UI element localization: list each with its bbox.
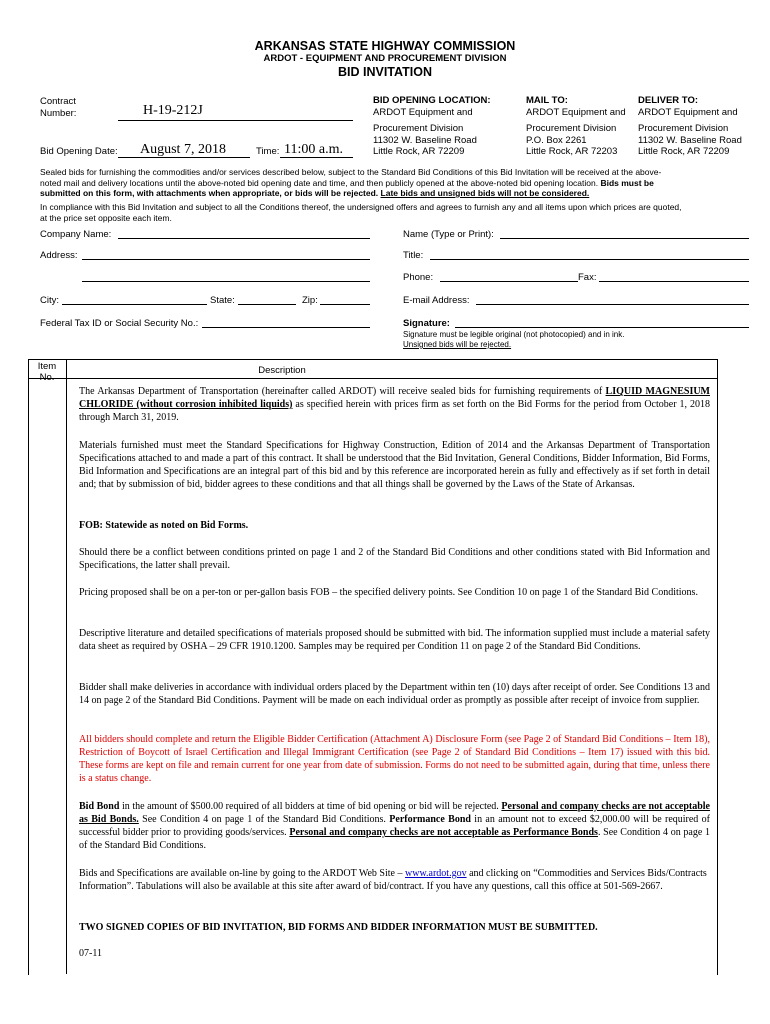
tax-id-field[interactable] [202, 327, 370, 328]
number-label: Number: [40, 108, 77, 119]
intro-text: as specified herein with prices firm as set forth on the Bid Forms for the period from October 1, 2018 through March 31, 2019. [79, 399, 710, 423]
phone-field[interactable] [440, 281, 578, 282]
notice-line: Sealed bids for furnishing the commodities and/or services described below, subject to the Standard Bid Conditions of this Bid Invitation will be received at the above- [40, 167, 662, 177]
contract-label: Contract [40, 96, 76, 107]
bond-text: in the amount of $500.00 required of all bidders at time of bid opening or bid will be rejected. [119, 801, 502, 812]
phone-label: Phone: [403, 272, 434, 283]
bid-date-line [118, 157, 250, 158]
intro-text: The Arkansas Department of Transportation (hereinafter called ARDOT) will receive sealed bids for furnishing requirements of [79, 386, 606, 397]
time-value: 11:00 a.m. [284, 142, 343, 157]
bond-text: See Condition 4 on page 1 of the Standard Bid Conditions. [138, 814, 390, 825]
location-line: ARDOT Equipment and [373, 106, 473, 118]
contract-number-line [118, 120, 353, 121]
signature-note: Signature must be legible original (not photocopied) and in ink. [403, 330, 625, 339]
compliance-line: at the price set opposite each item. [40, 212, 172, 223]
location-line: Procurement Division [638, 123, 729, 134]
description-header: Description [258, 365, 306, 376]
address-field[interactable] [82, 259, 370, 260]
paragraph-deliveries: Bidder shall make deliveries in accordance with individual orders placed by the Department within ten (10) days after receipt of order. See Conditions 13 and 14 on page 2 of the Standard Bid Conditions. Payment will be made on each individual order as promptly as possible after receipt of invoice from supplier. [79, 682, 710, 706]
address-line-2-field[interactable] [82, 281, 370, 282]
time-label: Time: [256, 146, 280, 157]
signature-label: Signature: [403, 318, 450, 329]
paragraph-bonds [79, 800, 710, 852]
sealed-bids-notice [40, 167, 755, 199]
division-title: ARDOT - EQUIPMENT AND PROCUREMENT DIVISION [263, 53, 507, 64]
deliver-to-title: DELIVER TO: [638, 95, 698, 106]
city-label: City: [40, 295, 59, 306]
notice-bold: Bids must be [600, 177, 654, 188]
paragraph-online [79, 867, 710, 893]
document-title: BID INVITATION [338, 65, 432, 79]
mail-to-location [526, 95, 636, 158]
table-header-divider [28, 378, 718, 379]
contract-number: H-19-212J [143, 103, 203, 118]
performance-bond-warning: Personal and company checks are not acceptable as Performance Bonds [289, 827, 598, 838]
title-label: Title: [403, 250, 424, 261]
location-line: Procurement Division [373, 123, 464, 134]
compliance-line: In compliance with this Bid Invitation and subject to all the Conditions thereof, the undersigned offers and agrees to furnish any and all items upon which prices are quoted, [40, 202, 682, 212]
email-label: E-mail Address: [403, 295, 470, 306]
zip-label: Zip: [302, 295, 318, 306]
bid-opening-location-title: BID OPENING LOCATION: [373, 95, 491, 106]
late-bids-warning: Late bids and unsigned bids will not be considered. [380, 188, 590, 198]
submission-requirement: TWO SIGNED COPIES OF BID INVITATION, BID FORMS AND BIDDER INFORMATION MUST BE SUBMITTED. [79, 922, 598, 933]
location-line: P.O. Box 2261 [526, 134, 587, 146]
paragraph-pricing: Pricing proposed shall be on a per-ton or per-gallon basis FOB – the specified delivery points. See Condition 10 on page 1 of the Standard Bid Conditions. [79, 587, 698, 598]
fob-statement: FOB: Statewide as noted on Bid Forms. [79, 520, 249, 531]
notice-bold: submitted on this form, with attachments when appropriate, or bids will be rejected. [40, 188, 381, 198]
location-line: 11302 W. Baseline Road [373, 134, 477, 146]
location-line: Little Rock, AR 72209 [638, 146, 730, 157]
address-label: Address: [40, 250, 78, 261]
tax-id-label: Federal Tax ID or Social Security No.: [40, 318, 199, 329]
company-name-field[interactable] [118, 238, 370, 239]
commodity-name: LIQUID MAGNESIUM CHLORIDE (without corrosion inhibited liquids) [79, 386, 710, 410]
unsigned-bids-note: Unsigned bids will be rejected. [403, 340, 512, 349]
bid-date-value: August 7, 2018 [140, 142, 226, 157]
ardot-website-link[interactable]: www.ardot.gov [405, 868, 467, 879]
deliver-to-location [638, 95, 763, 158]
title-field[interactable] [430, 259, 749, 260]
fax-field[interactable] [599, 281, 749, 282]
table-column-divider [66, 359, 67, 974]
paragraph-literature: Descriptive literature and detailed specifications of materials proposed should be submitted with bid. The information supplied must include a material safety data sheet as required by OSHA – 29 CFR 1910.1200. Samples may be required per Condition 11 on page 2 of the Standard Bid Conditions. [79, 628, 710, 652]
location-line: 11302 W. Baseline Road [638, 134, 742, 146]
form-revision-code: 07-11 [79, 948, 102, 959]
name-print-label: Name (Type or Print): [403, 229, 494, 240]
time-line [280, 157, 353, 158]
bid-date-label: Bid Opening Date: [40, 146, 118, 157]
online-text: and clicking on “Commodities and Services Bids/Contracts Information”. Tabulations will also be available at this site after award of bid/contract. If you have any questions, call this office at 501-569-2667. [79, 868, 707, 892]
location-line: ARDOT Equipment and [638, 106, 738, 118]
location-line: Little Rock, AR 72203 [526, 146, 618, 157]
performance-bond-term: Performance Bond [389, 814, 471, 825]
compliance-notice [40, 202, 755, 223]
paragraph-certification: All bidders should complete and return the Eligible Bidder Certification (Attachment A) Disclosure Form (see Page 2 of Standard Bid Conditions – Item 18), Restriction of Boycott of Israel Certification and Illegal Immigrant Certification (see Page 2 of Standard Bid Conditions – Item 17) issued with this bid. These forms are kept on file and remain current for one year from date of submission. Forms do not need to be submitted again, during that time, unless there is a status change. [79, 734, 710, 784]
company-name-label: Company Name: [40, 229, 112, 240]
agency-title: ARKANSAS STATE HIGHWAY COMMISSION [254, 39, 516, 53]
paragraph-intro [79, 385, 710, 424]
item-header-line: Item [37, 361, 57, 372]
signature-field[interactable] [455, 327, 749, 328]
paragraph-materials: Materials furnished must meet the Standard Specifications for Highway Construction, Edition of 2014 and the Arkansas Department of Transportation Specifications attached to and made a part of this contract. It shall be understood that the Bid Invitation, General Conditions, Bidder Information, Bid Forms, Bid Information and Specifications are an integral part of this bid and by this reference are incorporated herein as fully and effectively as if set forth in detail and; that by submission of bid, bidder agrees to these conditions and that all things shall be governed by the Laws of the State of Arkansas. [79, 440, 710, 490]
fax-label: Fax: [578, 272, 597, 283]
item-number-header [28, 361, 66, 383]
bid-opening-location [373, 95, 523, 158]
bid-bond-term: Bid Bond [79, 801, 120, 812]
zip-field[interactable] [320, 304, 370, 305]
location-line: Little Rock, AR 72209 [373, 146, 465, 157]
mail-to-title: MAIL TO: [526, 95, 568, 106]
state-field[interactable] [238, 304, 296, 305]
notice-line: noted mail and delivery locations until the above-noted bid opening date and time, and then publicly opened at the above-noted bid opening location. [40, 177, 601, 188]
email-field[interactable] [476, 304, 749, 305]
bond-text: in an amount not to exceed $2,000.00 will be required of successful bidder prior to providing goods/services. [79, 814, 710, 838]
paragraph-conflict: Should there be a conflict between conditions printed on page 1 and 2 of the Standard Bid Conditions and other conditions stated with Bid Information and Specifications, the latter shall prevail. [79, 547, 710, 571]
bid-bond-warning: Personal and company checks are not acceptable as Bid Bonds. [79, 801, 710, 825]
location-line: Procurement Division [526, 123, 617, 134]
name-print-field[interactable] [500, 238, 749, 239]
online-text: Bids and Specifications are available on-line by going to the ARDOT Web Site – [79, 868, 405, 879]
location-line: ARDOT Equipment and [526, 106, 626, 118]
city-field[interactable] [62, 304, 207, 305]
state-label: State: [210, 295, 235, 306]
bond-text: . See Condition 4 on page 1 of the Standard Bid Conditions. [79, 827, 710, 851]
item-header-line: No. [39, 372, 55, 383]
